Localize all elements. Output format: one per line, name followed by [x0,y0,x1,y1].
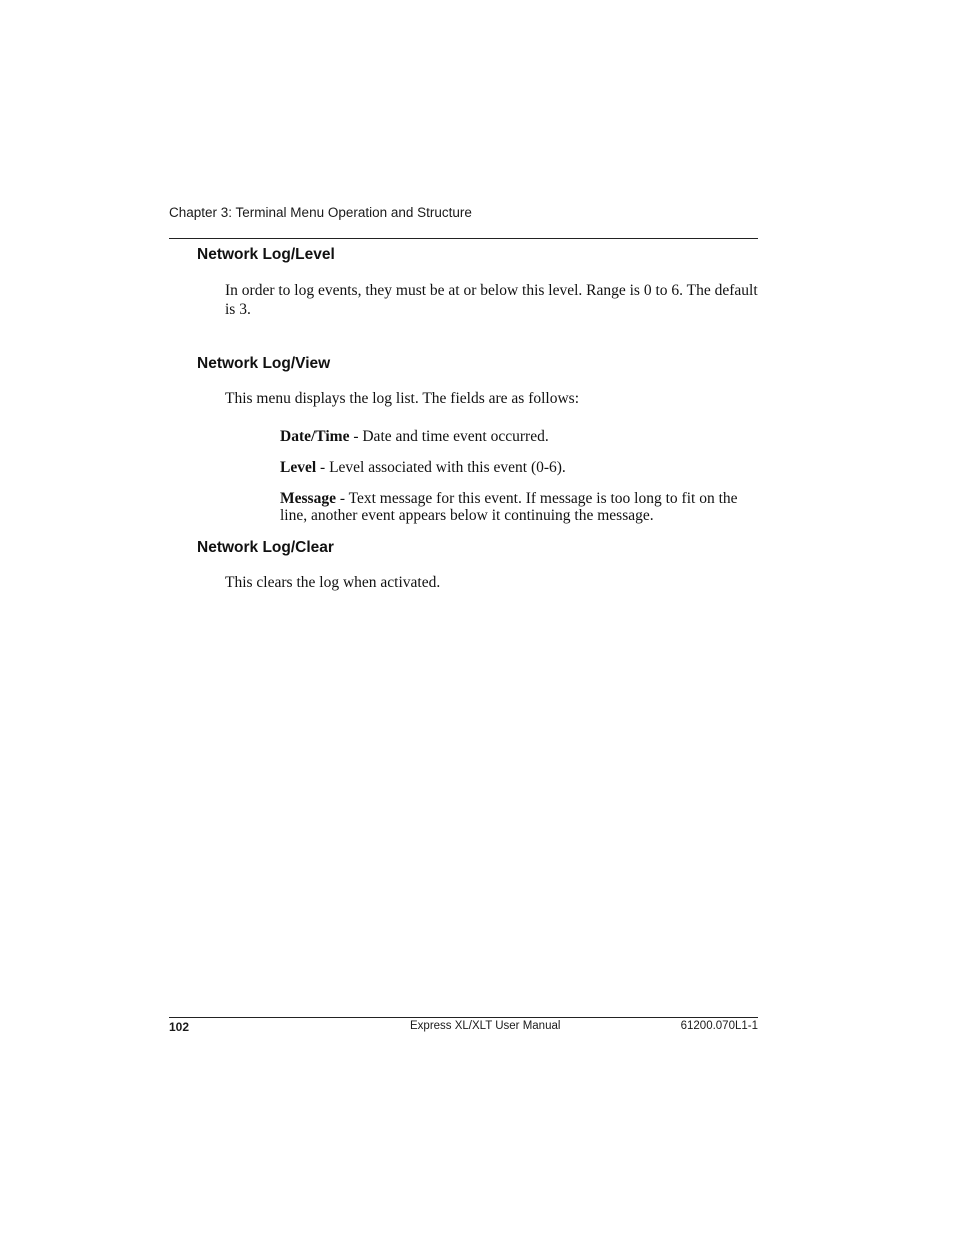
paragraph-network-log-level: In order to log events, they must be at or below this level. Range is 0 to 6. The default is 3. [225,282,758,318]
section-heading-network-log-view: Network Log/View [197,355,331,372]
footer-page-number: 102 [169,1020,190,1034]
header-rule [169,238,758,239]
footer-rule [169,1017,758,1018]
field-level [280,459,755,476]
paragraph-network-log-clear: This clears the log when activated. [225,574,441,591]
field-description-level: - Level associated with this event (0-6). [316,459,566,476]
field-date-time [280,428,755,445]
footer-document-number: 61200.070L1-1 [680,1020,758,1032]
field-description-message: - Text message for this event. If message is too long to fit on the line, another event appears below it continuing the message. [280,490,738,524]
footer-manual-title: Express XL/XLT User Manual [410,1020,561,1032]
field-term-message: Message [280,490,336,507]
field-term-level: Level [280,459,317,476]
field-message [280,490,755,524]
paragraph-network-log-view: This menu displays the log list. The fields are as follows: [225,390,580,407]
section-heading-network-log-clear: Network Log/Clear [197,539,334,556]
field-term-date-time: Date/Time [280,428,350,445]
field-description-date-time: - Date and time event occurred. [349,428,549,445]
section-heading-network-log-level: Network Log/Level [197,246,335,263]
running-header: Chapter 3: Terminal Menu Operation and Structure [169,205,472,220]
